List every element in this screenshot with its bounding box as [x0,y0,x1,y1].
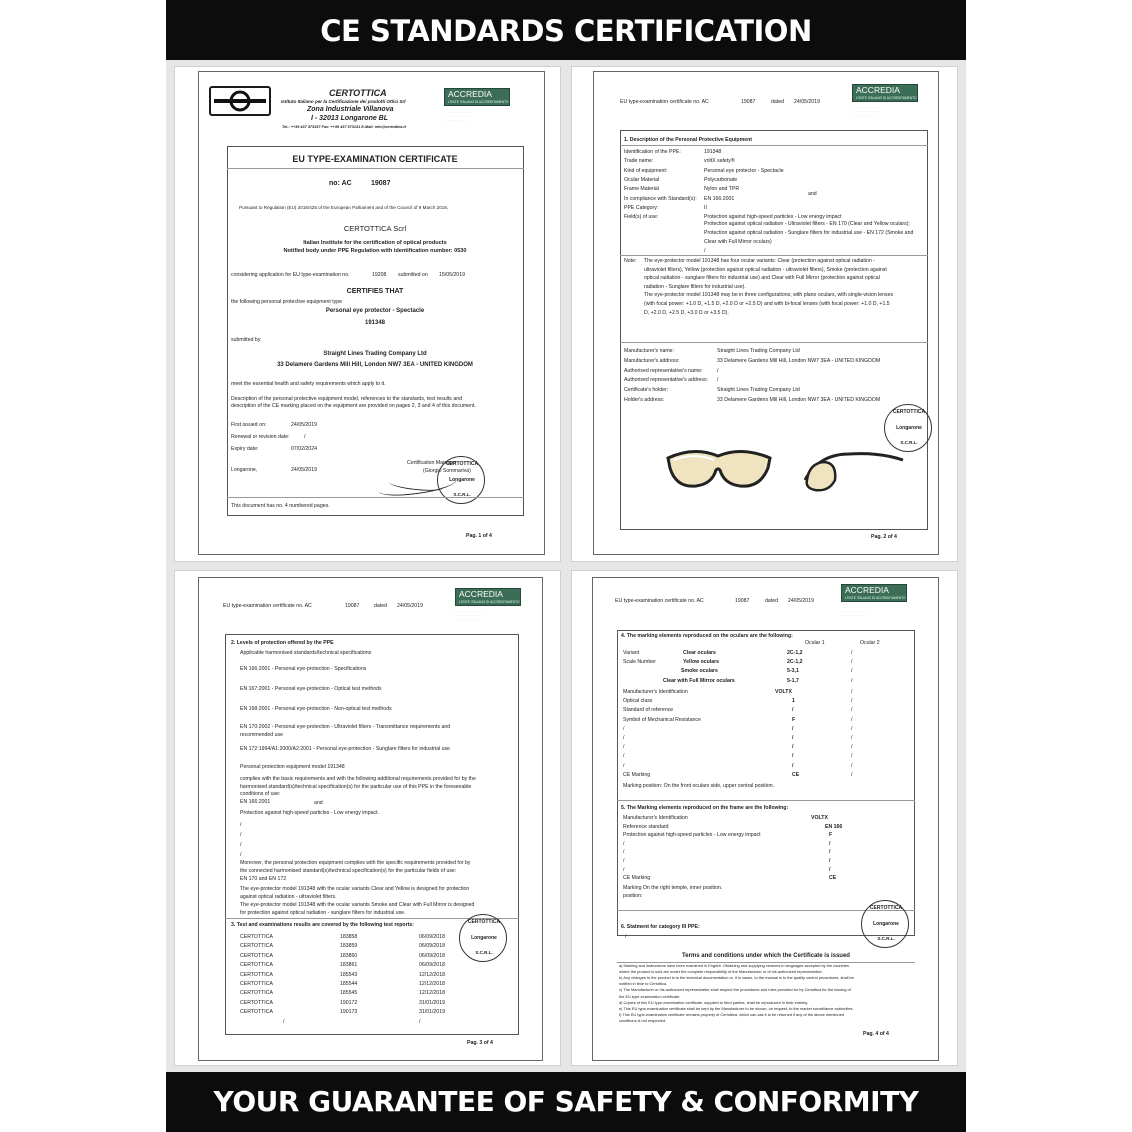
p4-ocular-row-label: Symbol of Mechanical Resistance [623,716,701,723]
p4-ocular-row-label: / [623,725,625,732]
page-1-sheet [198,71,545,555]
p2-manufacturer-label: Manufacturer's address: [624,357,680,364]
accredia-sub: L'ENTE ITALIANO DI ACCREDITAMENTO [459,600,520,604]
p2-use-line: / [704,248,706,254]
accredia-notes: · · · · · · · · · · · · · · · · · · · · · · · · · · · · · · · · · · · · · · · · · · · · · · [455,609,486,621]
p4-term-line: notified in time to Certottica. [619,981,668,987]
certificate-page-1 [174,66,561,562]
p3-report-date: 12/12/2018 [419,981,445,987]
description-line-2: description of the CE marking placed on the equipment are provided on pages 2, 3 and 4 of this document. [231,403,476,409]
p4-ocular-row-o1: / [792,762,794,769]
p3-report-lab: CERTOTTICA [240,990,273,997]
p4-frame-row-label: CE Marking [623,875,651,882]
org-contact: Tel.: ++39 437 573157 Fax: ++39 437 573131 E-Mail: info@certottica.it [282,125,406,129]
page-3-sheet [198,577,543,1061]
p4-frame-marking: Marking On the right temple, inner position. [623,885,723,891]
p2-note-line: The eye-protector model 191348 has four ocular variants: Clear (protection against optical radiation - [644,258,875,264]
page-1-number: Pag. 1 of 4 [466,533,492,539]
p4-variant-name: Clear oculars [683,650,716,656]
certificate-page-2 [571,66,958,562]
p4-frame-row-value: / [829,849,831,856]
p4-ocular-row-label: / [623,744,625,751]
considering-text: considering application for EU type-examination no. [231,272,350,278]
page-2-sheet [593,71,939,555]
p3-report-date: / [419,1018,421,1025]
p4-ocular-row-label: Manufacturer's Identification [623,689,688,695]
p4-frame-row-label: / [623,858,625,864]
pursuant-text: Pursuant to Regulation (EU) 2016/425 of the European Parliament and of the Council of 9 March 2016, [239,205,449,210]
p2-row-value: EN 166:2001 [704,195,735,202]
p2-and: and [808,191,817,197]
p4-ocular-row-o2: / [851,744,853,751]
p4-frame-row-value: EN 166 [825,823,843,830]
p4-variant-name: Clear with Full Mirror oculars [663,677,735,684]
p4-variant-ocular-2: / [851,677,853,684]
p4-variant-name: Yellow oculars [683,659,720,666]
p2-use-line: Protection against optical radiation - Ultraviolet filters - EN 170 (Clear and Yellow oculars); [704,221,910,227]
p2-use-line: Clear with Full Mirror oculars) [704,239,772,245]
p2-row-value: Nylon and TPR [704,186,740,193]
p4-ref-no: 19087 [735,598,750,604]
p4-variant-ocular-1: 5-1,7 [787,677,799,684]
p2-note-line: optical radiation - sunglare filters for industrial use) and Clear with Full Mirror (protection against optical [644,275,880,282]
stamp-mid: Longarone [471,935,497,941]
p2-row-label: Frame Material [624,186,659,193]
header-banner: CE STANDARDS CERTIFICATION [166,0,966,60]
p3-empty-slot: / [240,842,242,848]
p4-variant-ocular-2: / [851,668,853,675]
p3-report-date: 06/09/2018 [419,943,445,950]
p4-variant-label: Variant [623,650,640,656]
p4-section-6-value: / [625,934,627,940]
place-date: 24/05/2019 [291,467,317,473]
p3-empty-slot: / [240,852,242,858]
holder-name: Straight Lines Trading Company Ltd [323,351,427,357]
poster [166,0,966,1132]
stamp-bottom: S.C.R.L. [877,936,895,941]
p2-note-line: D, +2.0 D, +2.5 D, +3.0 D or +3.5 D). [644,309,729,316]
p4-dated: 24/05/2019 [788,598,814,604]
p3-standard-line: EN 168:2001 - Personal eye-protection - Non-optical test methods [240,706,392,712]
p3-section-2: 2. Levels of protection offered by the PPE [231,640,334,646]
p4-term-line: a) Marking and instructions have been examined in English. Obtaining and supplying versions in languages accepted by the countries [619,963,849,968]
page-3-number: Pag. 3 of 4 [467,1040,493,1046]
p4-frame-row-value: / [829,840,831,847]
p4-ocular-row-o2: / [851,771,853,778]
p3-protection: Protection against high-speed particles - Low energy impact. [240,810,379,816]
p3-moreover-line: EN 170 and EN 172 [240,875,287,882]
p4-ocular-row-label: Optical class [623,698,653,705]
accredia-notes: · · · · · · · · · · · · · · · · · · · · · · · · · · · · · · · · · · · · · · · · · · · · · · [444,110,475,122]
p3-standard-line: EN 170:2002 - Personal eye-protection - Ultraviolet filters - Transmittance requirements and [240,724,451,730]
accredia-label: ACCREDIA [448,89,492,99]
p4-variant-ocular-1: 2C-1,2 [787,650,803,656]
p4-ocular-row-o2: / [851,725,853,732]
notified-text: Notified body under PPE Regulation with identification number: 0530 [283,248,467,254]
p3-report-no: 190173 [340,1009,358,1016]
stamp-mid: Longarone [449,477,475,483]
submitted-on-label: submitted on [398,272,428,278]
p4-ocular-row-o1: / [792,707,794,714]
product-name: Personal eye protector - Spectacle [325,308,425,314]
p2-manufacturer-value: 33 Delamere Gardens Mill Hill, London NW7 3EA - UNITED KINGDOM [717,397,881,403]
p3-report-lab: CERTOTTICA [240,981,273,987]
accredia-notes: · · · · · · · · · · · · · · · · · · · · · · · · · · · · · · · · · · · · · · · · · · · · · · [841,605,872,617]
safety-glasses-side-image [799,440,909,495]
p4-frame-row-label: / [623,866,625,873]
description-line-1: Description of the personal protective equipment model, references to the standards, test results and [231,396,462,402]
p3-complies-line: EN 166:2001 [240,798,271,805]
p4-ocular-row-label: / [623,762,625,769]
p4-term-line: e) This EU type-examination certificate shall be kept by the Manufacturer to be shown, on request, to the market surveillance authorities. [619,1005,854,1011]
page-2-number: Pag. 2 of 4 [871,534,897,540]
p4-ocular-row-o2: / [851,707,853,714]
p3-report-no: 190172 [340,999,358,1006]
p3-report-date: 31/01/2019 [419,999,445,1006]
certottica-logo [209,86,271,116]
first-issued-date: 24/05/2019 [291,422,317,428]
p2-manufacturer-value: Straight Lines Trading Company Ltd [717,387,800,394]
page-4-number: Pag. 4 of 4 [863,1031,889,1037]
p3-moreover-line: Moreover, the personal protection equipment complies with the specific requirements provided for by [240,860,471,866]
org-subtitle: Istituto Italiano per la Certificazione dei prodotti Ottici Srl [281,99,406,104]
stamp-bottom: S.C.R.L. [900,440,918,445]
p2-manufacturer-value: / [717,367,719,374]
p4-ocular-row-o1: / [792,753,794,760]
p2-note-line: radiation - Sunglare filters for industrial use). [644,283,746,290]
p3-report-lab: CERTOTTICA [240,971,273,978]
p2-section-1: 1. Description of the Personal Protective Equipment [624,137,752,143]
certificate-title: EU TYPE-EXAMINATION CERTIFICATE [292,154,458,164]
certifies-that: CERTIFIES THAT [346,288,404,295]
following-text: the following personal protective equipment type [231,299,343,305]
p3-report-lab: / [283,1018,285,1025]
p3-dated: 24/05/2019 [397,603,423,609]
p4-frame-row-value: VOLTX [811,815,828,821]
p3-standard-line: recommended use [240,732,283,738]
accredia-logo [841,584,907,602]
stamp-top: CERTOTTICA [445,461,479,467]
expiry-label: Expiry date: [231,446,259,452]
p3-moreover-line: The eye-protector model 191348 with the ocular variants Smoke and Clear with Full Mirror is designed [240,902,475,908]
accredia-sub: L'ENTE ITALIANO DI ACCREDITAMENTO [856,96,917,100]
p2-manufacturer-value: Straight Lines Trading Company Ltd [717,348,800,354]
submitted-by-label: submitted by [231,337,261,343]
org-name: CERTOTTICA [329,88,387,98]
p2-dated: 24/05/2019 [794,99,820,105]
first-issued-label: First issued on: [231,422,267,428]
p4-term-line: where the product is sold are under the complete responsibility of the Manufacturer or of his authorized representative. [619,969,823,975]
p4-term-line: the EU type-examination certificate. [619,993,681,999]
safety-glasses-front-image [664,444,774,494]
p2-note-line: (with focal power: +1.0 D, +1.5 D, +2.0 D or +2.5 D) and with bi-focal lenses (with focal power: +1.0 D, +1.5 [644,301,890,307]
p2-manufacturer-label: Holder's address: [624,397,665,403]
p4-ocular-row-o1: 1 [792,698,795,705]
p4-term-line: d) Copies of this EU type-examination certificate, supplied to third parties, shall be reproduced in their entirety. [619,999,809,1005]
p3-report-date: 06/09/2018 [419,962,445,969]
p4-section-5: 5. The Marking elements reproduced on the frame are the following: [621,805,789,811]
p4-marking-position: Marking position: On the front oculars side, upper central position. [623,783,775,789]
page-4-sheet [592,577,939,1061]
p3-report-lab: CERTOTTICA [240,1009,273,1016]
p3-report-date: 31/01/2019 [419,1009,445,1016]
p2-row-label: Kind of equipment: [624,167,668,174]
cert-no-label: no: AC [329,180,352,187]
certificate-page-4 [571,570,958,1066]
application-no: 19208 [372,272,387,278]
footer-banner: YOUR GUARANTEE OF SAFETY & CONFORMITY [166,1072,966,1132]
p4-term-line: b) Any changes to the product is to the technical documentation or, if in cases, to the manual is to the quality control procedures, shall be [619,975,854,981]
p2-use-line: Protection against optical radiation - Sunglare filters for industrial use - EN 172 (Smoke and [704,230,914,236]
p3-report-no: 185545 [340,990,358,997]
certottica-stamp [861,900,909,948]
p4-frame-row-label: / [623,840,625,847]
accredia-logo [444,88,510,106]
p2-manufacturer-label: Certificate's holder: [624,387,669,394]
p3-complies-line: complies with the basic requirements and with the following additional requirements provided for by the [240,776,476,782]
p4-term-line: f) This EU type-examination certificate remains property of Certottica, which can ask it to be returned if any of the above mentioned [619,1011,845,1017]
p4-frame-row-label: Manufacturer's Identification [623,815,688,821]
p3-and: and [314,800,323,806]
p2-row-value: Personal eye protector - Spectacle [704,167,784,174]
title-underline [227,168,524,169]
p2-manufacturer-value: 33 Delamere Gardens Mill Hill, London NW7 3EA - UNITED KINGDOM [717,357,881,364]
stamp-bottom: S.C.R.L. [453,492,471,497]
p2-row-value: voltX safety® [704,158,735,165]
accredia-label: ACCREDIA [459,589,503,599]
p2-ref: EU type-examination certificate no. AC [620,99,709,105]
p4-variant-name: Smoke oculars [681,668,718,675]
p2-manufacturer-label: Authorised representative's address: [624,377,709,384]
p3-dated-label: dated [374,603,387,609]
p4-ocular-row-o2: / [851,716,853,723]
p3-report-no: 183859 [340,943,358,950]
p4-ocular-row-label: / [623,735,625,741]
p4-scale-label: Scale Number [623,659,656,665]
p3-report-date: 12/12/2018 [419,971,445,978]
p2-manufacturer-rule [620,342,928,343]
p3-moreover-line: The eye-protector model 191348 with the ocular variants Clear and Yellow is designed for protection [240,886,470,893]
p2-section-rule [620,145,928,146]
p3-standard-line: EN 172:1994/A1:2000/A2:2001 - Personal eye-protection - Sunglare filters for industrial use [240,746,450,752]
p3-moreover-line: for protection against optical radiation - sunglare filters for industrial use. [240,909,406,916]
p4-variant-ocular-1: 2C-1,2 [787,659,803,666]
p3-report-no: 185544 [340,981,358,987]
p4-frame-position: position: [623,893,643,899]
p3-report-lab: CERTOTTICA [240,934,273,940]
p4-dated-label: dated [765,598,778,604]
p2-row-value: 191348 [704,149,722,155]
accredia-sub: L'ENTE ITALIANO DI ACCREDITAMENTO [845,596,906,600]
p3-complies-line: conditions of use: [240,791,281,798]
p3-applicable: Applicable harmonised standards/technical specifications [240,650,372,656]
p3-report-lab: CERTOTTICA [240,962,273,969]
stamp-top: CERTOTTICA [892,409,926,415]
p4-variant-ocular-2: / [851,650,853,656]
certificate-page-3 [174,570,561,1066]
p3-empty-slot: / [240,832,242,838]
p4-ocular-row-o2: / [851,753,853,760]
accredia-notes: · · · · · · · · · · · · · · · · · · · · · · · · · · · · · · · · · · · · · · · · · · · · · · [852,105,883,117]
stamp-mid: Longarone [873,921,899,927]
p3-moreover-line: the connected harmonised standard(s)/technical specification(s) for the particular fields of use: [240,867,457,874]
certificate-body [227,146,524,516]
p2-manufacturer-value: / [717,377,719,384]
expiry-date: 07/02/2024 [291,446,317,452]
place-label: Longarone, [231,467,258,473]
p4-term-line: c) The Manufacturer or his authorized representative shall respect the procedures and rules provided for by Certottica for the issuing of [619,987,851,993]
certottica-stamp [459,914,507,962]
org-address-1: Zona Industriale Villanova [307,106,394,113]
company-name: CERTOTTICA Scrl [343,224,407,233]
p4-frame-row-value: F [829,832,833,839]
p2-dated-label: dated [771,99,784,105]
p3-report-date: 06/09/2018 [419,952,445,959]
p3-complies-line: harmonised standard(s)/technical specification(s) for the particular use of this PPE in the foreseeable [240,783,472,790]
p2-manufacturer-label: Manufacturer's name: [624,348,675,354]
p4-ocular-row-o1: VOLTX [775,689,792,695]
p4-frame-row-label: Reference standard [623,823,669,830]
submitted-on: 15/05/2019 [439,272,465,278]
p4-ocular-row-o1: / [792,725,794,732]
p4-frame-row-value: / [829,858,831,864]
p4-ocular-row-o2: / [851,689,853,695]
footer-rule [227,497,524,498]
p4-ocular-row-o2: / [851,762,853,769]
p4-ocular-2-header: Ocular 2 [860,640,880,646]
p3-report-lab: CERTOTTICA [240,952,273,959]
accredia-logo [455,588,521,606]
p2-ref-no: 19087 [741,99,756,105]
p4-ocular-row-o1: CE [792,771,800,778]
p4-section-5-rule [617,800,915,801]
p4-frame-row-value: / [829,866,831,873]
meet-text: meet the essential health and safety requirements which apply to it. [231,381,386,387]
p3-report-date: 06/09/2018 [419,934,445,940]
p2-note-line: ultraviolet filters), Yellow (protection against optical radiation - ultraviolet filters), Smoke (protection against [644,266,887,273]
p2-row-value: Protection against high-speed particles - Low energy impact [704,214,842,221]
p2-row-label: Identification of the PPE: [624,149,681,155]
p3-report-date: 12/12/2018 [419,990,445,997]
p3-standard-line: EN 167:2001 - Personal eye-protection - Optical test methods [240,686,382,692]
institute-text: Italian Institute for the certification of optical products [303,240,447,246]
p4-ref: EU type-examination certificate no. AC [615,598,704,604]
p3-standard-line: EN 166:2001 - Personal eye-protection - Specifications [240,666,367,672]
p4-ocular-row-label: / [623,753,625,760]
cert-manager-label: Certification Manager [407,460,457,466]
p4-frame-row-label: / [623,849,625,856]
cert-no: 19087 [371,180,391,187]
p2-row-label: Ocular Material [624,176,660,183]
renewal-date: / [304,434,306,440]
accredia-logo [852,84,918,102]
p2-row-value: II [704,204,707,211]
manager-name: (Giorgio Sommariva) [423,468,471,474]
accredia-sub: L'ENTE ITALIANO DI ACCREDITAMENTO [448,100,509,104]
p2-note-label: Note: [624,258,637,264]
p3-report-no: 183858 [340,934,358,940]
product-model: 191348 [364,320,386,326]
p4-frame-row-value: CE [829,875,837,882]
stamp-mid: Longarone [896,425,922,431]
p2-note-rule [620,255,928,256]
p2-row-label: Trade name: [624,158,654,165]
p2-row-value: Polycarbonate [704,176,738,183]
p2-row-label: In compliance with Standard(s): [624,195,697,202]
p3-moreover-line: against optical radiation - ultraviolet filters. [240,894,337,901]
stamp-top: CERTOTTICA [869,905,903,911]
stamp-bottom: S.C.R.L. [475,950,493,955]
p3-model-line: Personal protection equipment model 191348 [240,764,345,770]
p4-term-line: conditions is not respected. [619,1017,667,1023]
pages-note: This document has no. 4 numbered pages. [231,503,330,509]
p2-note-line: The eye-protector model 191348 may be in three configurations; with plano oculars, with single-vision lenses [644,292,894,299]
stamp-top: CERTOTTICA [467,919,501,925]
p4-section-6: 6. Statment for category III PPE: [621,924,700,930]
p2-row-label: PPE Category: [624,204,659,211]
p4-terms-title: Terms and conditions under which the Certificate is issued [682,953,850,959]
p3-report-no: 183861 [340,962,358,969]
p3-report-lab: CERTOTTICA [240,943,273,950]
p2-manufacturer-label: Authorised representative's name: [624,367,703,374]
p3-report-lab: CERTOTTICA [240,999,273,1006]
p4-ocular-1-header: Ocular 1 [805,640,825,646]
p3-ref-no: 19087 [345,603,360,609]
p4-ocular-row-o1: / [792,735,794,741]
p4-ocular-row-o1: F [792,716,796,723]
p3-ref: EU type-examination certificate no. AC [223,603,312,609]
holder-address: 33 Delamere Gardens Mill Hill, London NW7 3EA - UNITED KINGDOM [277,362,473,368]
p4-variant-ocular-1: 5-3,1 [787,668,799,675]
p3-report-no: 183860 [340,952,358,959]
p4-ocular-row-o1: / [792,744,794,751]
p4-ocular-row-label: Standard of reference [623,707,674,714]
p3-empty-slot: / [240,822,242,828]
p4-ocular-row-o2: / [851,735,853,741]
p2-row-label: Field(s) of use: [624,214,659,221]
p3-section-3: 3. Test and examinations results are covered by the following test reports: [231,922,414,928]
p3-report-no: 185543 [340,971,358,978]
p4-ocular-row-label: CE Marking [623,771,651,778]
accredia-label: ACCREDIA [856,85,900,95]
accredia-label: ACCREDIA [845,585,889,595]
org-address-2: I - 32013 Longarone BL [311,115,389,122]
renewal-label: Renewal or revision date: [231,434,290,440]
p4-section-4: 4. The marking elements reproduced on the oculars are the following: [621,633,793,639]
p4-frame-row-label: Protection against high-speed particles - Low energy impact [623,832,761,839]
p4-ocular-row-o2: / [851,698,853,705]
p4-variant-ocular-2: / [851,659,853,666]
